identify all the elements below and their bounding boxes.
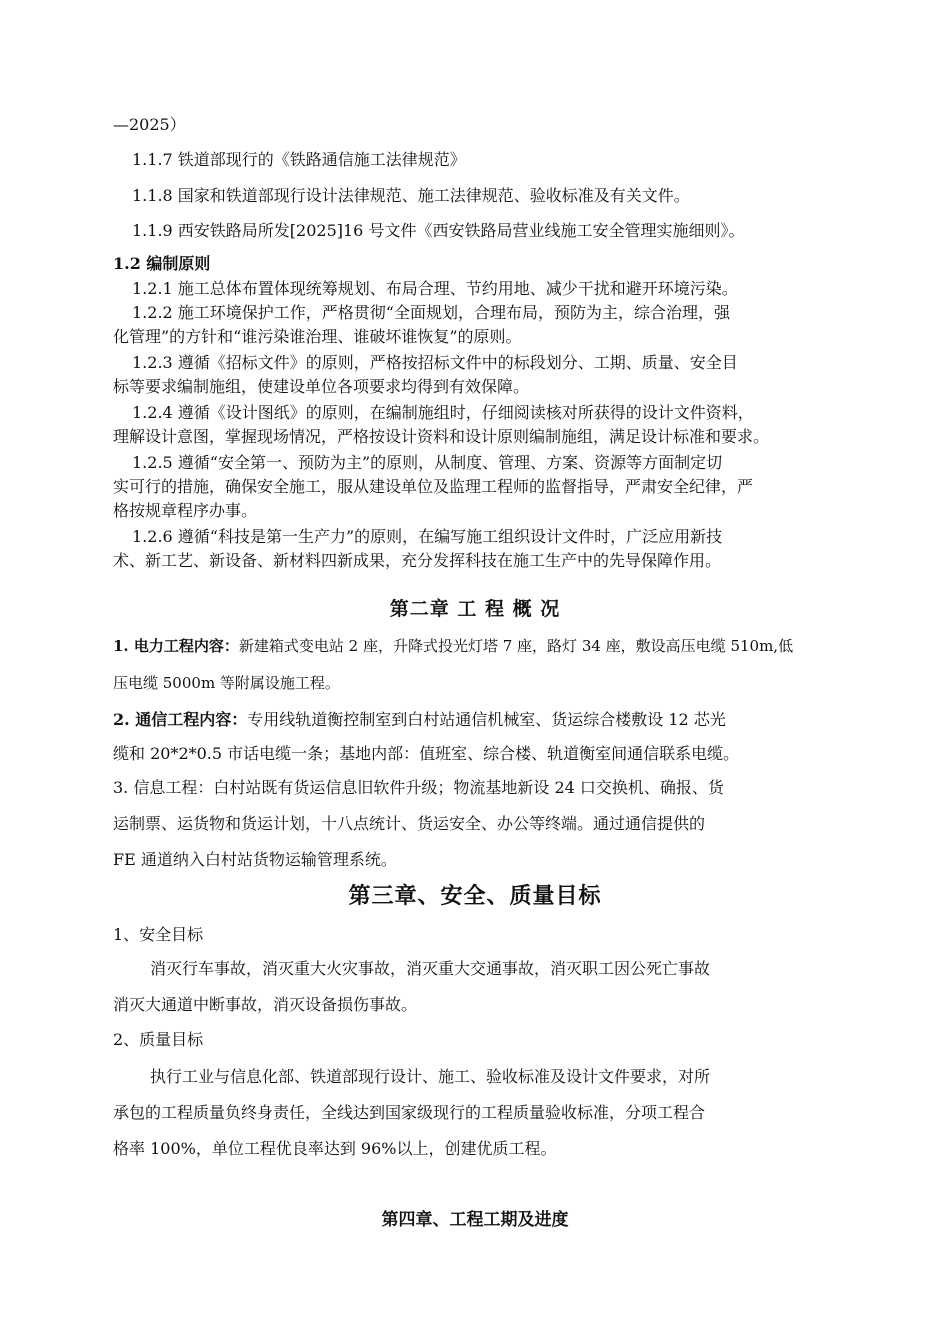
quality-target-line-2: 承包的工程质量负终身责任，全线达到国家级现行的工程质量验收标准，分项工程合 [113, 1103, 706, 1122]
chapter-3-title: 第三章、安全、质量目标 [348, 883, 602, 909]
principle-1-2-6: 1.2.6 遵循“科技是第一生产力”的原则，在编写施工组织设计文件时，广泛应用新技 [132, 527, 723, 546]
quality-target-line-1: 执行工业与信息化部、铁道部现行设计、施工、验收标准及设计文件要求，对所 [150, 1067, 711, 1086]
safety-target-title: 1、安全目标 [113, 925, 204, 944]
power-work-line-1 [113, 636, 793, 656]
power-work-text: 新建箱式变电站 2 座，升降式投光灯塔 7 座，路灯 34 座，敷设高压电缆 510m,低 [238, 637, 794, 655]
principle-1-2-6-cont: 术、新工艺、新设备、新材料四新成果，充分发挥科技在施工生产中的先导保障作用。 [113, 551, 722, 570]
power-work-label: 1. 电力工程内容： [113, 637, 239, 655]
principle-1-2-5: 1.2.5 遵循“安全第一、预防为主”的原则，从制度、管理、方案、资源等方面制定切 [132, 453, 723, 472]
power-work-line-2: 压电缆 5000m 等附属设施工程。 [113, 674, 340, 692]
principle-1-2-4: 1.2.4 遵循《设计图纸》的原则，在编制施组时，仔细阅读核对所获得的设计文件资料， [132, 403, 754, 422]
comm-work-text: 专用线轨道衡控制室到白村站通信机械室、货运综合楼敷设 12 芯光 [247, 710, 726, 729]
info-work-line-3: FE 通道纳入白村站货物运输管理系统。 [113, 850, 397, 869]
chapter-4-title: 第四章、工程工期及进度 [381, 1210, 569, 1230]
ref-item-1-1-8: 1.1.8 国家和铁道部现行设计法律规范、施工法律规范、验收标准及有关文件。 [132, 186, 690, 205]
comm-work-label: 2. 通信工程内容： [113, 710, 248, 729]
principle-1-2-5-cont2: 格按规章程序办事。 [113, 501, 258, 520]
chapter-2-title: 第二章 工 程 概 况 [389, 598, 561, 620]
section-heading-1-2: 1.2 编制原则 [113, 254, 211, 273]
principle-1-2-1: 1.2.1 施工总体布置体现统筹规划、布局合理、节约用地、减少干扰和避开环境污染。 [132, 279, 738, 298]
safety-target-line-2: 消灭大通道中断事故，消灭设备损伤事故。 [113, 995, 418, 1014]
principle-1-2-4-cont: 理解设计意图，掌握现场情况，严格按设计资料和设计原则编制施组，满足设计标准和要求。 [113, 427, 770, 446]
quality-target-title: 2、质量目标 [113, 1030, 204, 1049]
principle-1-2-5-cont1: 实可行的措施，确保安全施工，服从建设单位及监理工程师的监督指导，严肃安全纪律，严 [113, 477, 754, 496]
ref-item-1-1-7: 1.1.7 铁道部现行的《铁路通信施工法律规范》 [132, 150, 466, 169]
info-work-line-2: 运制票、运货物和货运计划，十八点统计、货运安全、办公等终端。通过通信提供的 [113, 814, 706, 833]
safety-target-line-1: 消灭行车事故，消灭重大火灾事故，消灭重大交通事故，消灭职工因公死亡事故 [150, 959, 711, 978]
ref-continuation: —2025） [113, 115, 186, 134]
comm-work-line-2: 缆和 20*2*0.5 市话电缆一条；基地内部：值班室、综合楼、轨道衡室间通信联系电缆。 [113, 744, 740, 763]
info-work-line-1: 3. 信息工程：白村站既有货运信息旧软件升级；物流基地新设 24 口交换机、确报、货 [113, 778, 724, 797]
principle-1-2-3: 1.2.3 遵循《招标文件》的原则，严格按招标文件中的标段划分、工期、质量、安全目 [132, 353, 738, 372]
quality-target-line-3: 格率 100%，单位工程优良率达到 96%以上，创建优质工程。 [113, 1139, 557, 1158]
ref-item-1-1-9: 1.1.9 西安铁路局所发[2025]16 号文件《西安铁路局营业线施工安全管理实施细则》。 [132, 221, 745, 240]
principle-1-2-2-cont: 化管理”的方针和“谁污染谁治理、谁破坏谁恢复”的原则。 [113, 327, 522, 346]
principle-1-2-3-cont: 标等要求编制施组，使建设单位各项要求均得到有效保障。 [113, 377, 530, 396]
comm-work-line-1 [113, 710, 726, 730]
principle-1-2-2: 1.2.2 施工环境保护工作，严格贯彻“全面规划，合理布局，预防为主，综合治理，强 [132, 303, 730, 322]
